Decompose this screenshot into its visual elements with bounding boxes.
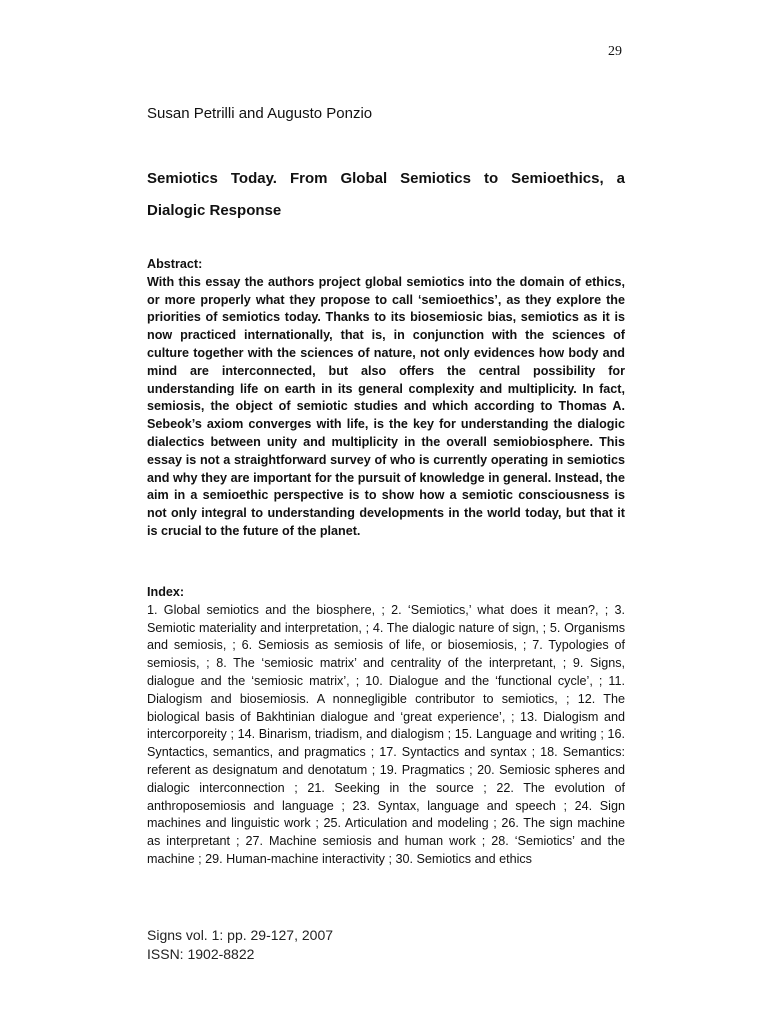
abstract-section bbox=[147, 256, 625, 541]
abstract-text: With this essay the authors project global semiotics into the domain of ethics, or more properly what they propose to call ‘semioethics’, as they explore the priorities of semiotics today. Thanks to its biosemiosic bias, semiotics as it is now practiced internationally, that is, in conjunction with the sciences of culture together with the sciences of nature, not only evidences how body and mind are interconnected, but also offers the central possibility for understanding life on earth in its general complexity and multiplicity. In fact, semiosis, the object of semiotic studies and which according to Thomas A. Sebeok’s axiom converges with life, is the key for understanding the dialogic dialectics between unity and multiplicity in the overall semiobiosphere. This essay is not a straightforward survey of who is currently operating in semiotics and why they are important for the pursuit of knowledge in general. Instead, the aim in a semioethic perspective is to show how a semiotic consciousness is not only integral to understanding developments in the world today, but that it is crucial to the future of the planet. bbox=[147, 274, 625, 538]
issn: ISSN: 1902-8822 bbox=[147, 946, 255, 962]
footer bbox=[147, 926, 627, 964]
journal-citation: Signs vol. 1: pp. 29-127, 2007 bbox=[147, 927, 334, 943]
index-heading: Index: bbox=[147, 585, 185, 599]
article-title: Semiotics Today. From Global Semiotics to Semioethics, a Dialogic Response bbox=[147, 170, 625, 219]
authors-line: Susan Petrilli and Augusto Ponzio bbox=[147, 105, 373, 122]
abstract-heading: Abstract: bbox=[147, 257, 203, 271]
index-section bbox=[147, 584, 625, 869]
page-number: 29 bbox=[608, 44, 622, 59]
index-text: 1. Global semiotics and the biosphere, ; 2. ‘Semiotics,’ what does it mean?, ; 3. Semiotic materiality and interpretation, ; 4. The dialogic nature of sign, ; 5. Organisms and semiosis, ; 6. Semiosis as semiosis of life, or biosemiosis, ; 7. Typologies of semiosis, ; 8. The ‘semiosic matrix’ and centrality of the interpretant, ; 9. Signs, dialogue and the ‘semiosic matrix’, ; 10. Dialogue and the ‘functional cycle’, ; 11. Dialogism and biosemiosis. A nonnegligible contributor to semiotics, ; 12. The biological basis of Bakhtinian dialogue and ‘great experience’, ; 13. Dialogism and intercorporeity ; 14. Binarism, triadism, and dialogism ; 15. Language and writing ; 16. Syntactics, semantics, and pragmatics ; 17. Syntactics and syntax ; 18. Semantics: referent as designatum and denotatum ; 19. Pragmatics ; 20. Semiosic spheres and dialogic interconnection ; 21. Seeking in the source ; 22. The evolution of anthroposemiosis and language ; 23. Syntax, language and speech ; 24. Sign machines and linguistic work ; 25. Articulation and modeling ; 26. The sign machine as interpretant ; 27. Machine semiosis and human work ; 28. ‘Semiotics’ and the machine ; 29. Human-machine interactivity ; 30. Semiotics and ethics bbox=[147, 602, 625, 866]
